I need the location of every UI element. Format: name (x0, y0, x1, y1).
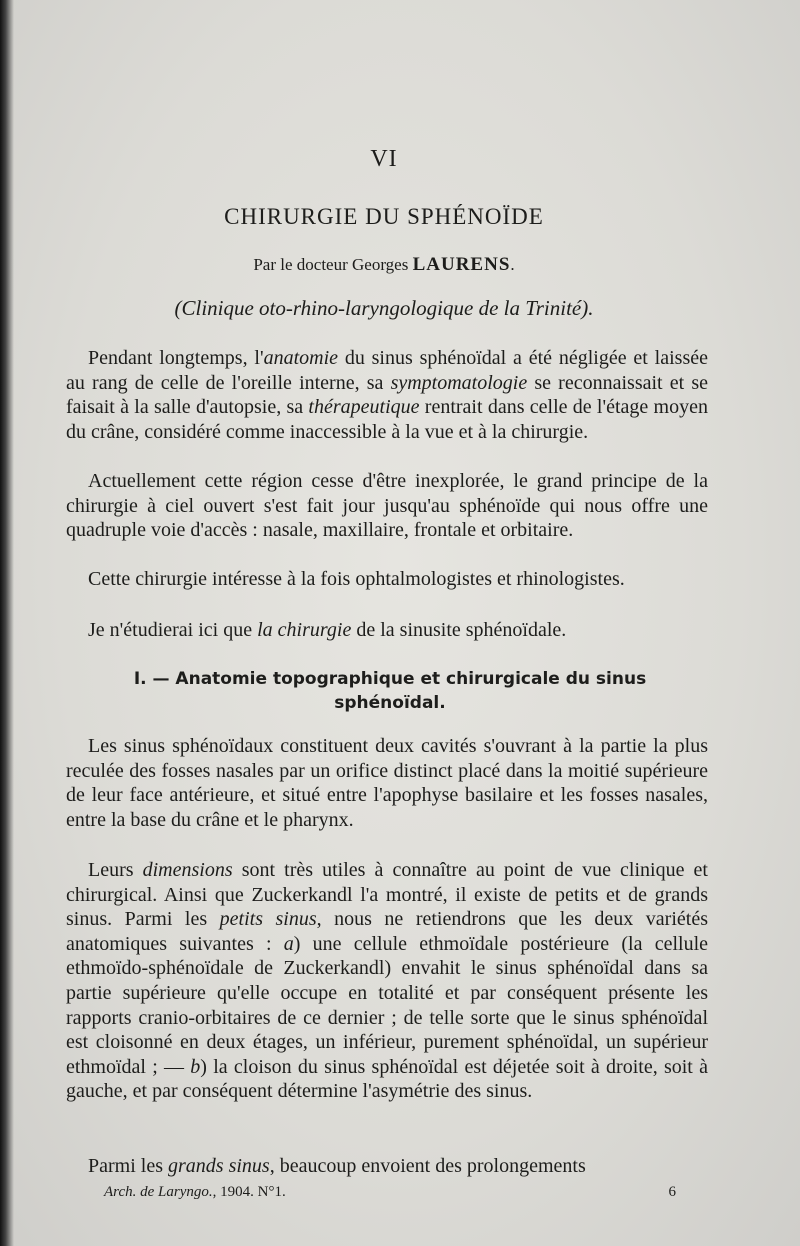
chapter-number: VI (370, 146, 398, 172)
page-number: 6 (668, 1184, 676, 1200)
paragraph-3: Cette chirurgie intéresse à la fois ophtalmologistes et rhinologistes. (88, 568, 625, 590)
emph-dimensions: dimensions (142, 859, 233, 881)
paragraph-7: Parmi les grands sinus, beaucoup envoient des prolongements (88, 1155, 586, 1177)
paragraph-6: Leurs dimensions sont très utiles à connaître au point de vue clinique et chirurgical. Ainsi que Zuckerkandl l'a montré, il existe de petits et de grands sinus. Parmi les petits sinus, nous ne retiendrons que les deux variétés anatomiques suivantes : a) une cellule ethmoïdale postérieure (la cellule ethmoïdo-sphénoïdale de Zuckerkandl) envahit le sinus sphénoïdal dans sa partie supérieure qu'elle occupe en totalité et par conséquent présente les rapports cranio-orbitaires de ce dernier ; de telle sorte que le sinus sphénoïdal est cloisonné en deux étages, un inférieur, purement sphénoïdal, un supérieur ethmoïdal ; — b) la cloison du sinus sphénoïdal est déjetée soit à droite, soit à gauche, et par conséquent détermine l'asymétrie des sinus. (66, 859, 709, 1103)
page-footer (104, 1184, 676, 1201)
emph-petits-sinus: petits sinus (219, 908, 317, 931)
emph-anatomie: anatomie (263, 347, 338, 369)
emph-la-chirurgie: la chirurgie (257, 619, 352, 641)
clinic-subtitle: (Clinique oto-rhino-laryngologique de la Trinité). (174, 296, 594, 320)
byline-prefix: Par le docteur Georges (253, 255, 409, 274)
byline-suffix: . (510, 255, 515, 274)
section-heading: I. — Anatomie topographique et chirurgicale du sinus sphénoïdal. (133, 669, 647, 713)
paragraph-4: Je n'étudierai ici que la chirurgie de la sinusite sphénoïdale. (88, 619, 567, 641)
emph-symptomatologie: symptomatologie (390, 371, 528, 394)
emph-therapeutique: thérapeutique (308, 396, 420, 419)
journal-issue: , 1904. N°1. (212, 1184, 286, 1200)
byline (0, 254, 768, 276)
paragraph-2: Actuellement cette région cesse d'être inexplorée, le grand principe de la chirurgie à ciel ouvert s'est fait jour jusqu'au sphénoïde qui nous offre une quadruple voie d'accès : nasale, maxillaire, frontale et orbitaire. (66, 470, 708, 542)
article-title: CHIRURGIE DU SPHÉNOÏDE (224, 204, 544, 229)
journal-name: Arch. de Laryngo. (104, 1184, 213, 1200)
paragraph-1: Pendant longtemps, l'anatomie du sinus sphénoïdal a été négligée et laissée au rang de celle de l'oreille interne, sa symptomatologie se reconnaissait et se faisait à la salle d'autopsie, sa thérapeutique rentrait dans celle de l'étage moyen du crâne, considéré comme inaccessible à la vue et à la chirurgie. (66, 347, 708, 443)
emph-grands-sinus: grands sinus (168, 1155, 270, 1177)
paragraph-5: Les sinus sphénoïdaux constituent deux cavités s'ouvrant à la partie la plus reculée des fosses nasales par un orifice distinct placé dans la moitié supérieure de leur face antérieure, et situé entre l'apophyse basilaire et les fosses nasales, entre la base du crâne et le pharynx. (66, 735, 708, 831)
author-name: LAURENS (412, 254, 511, 275)
page-edge-shadow (0, 0, 14, 1246)
